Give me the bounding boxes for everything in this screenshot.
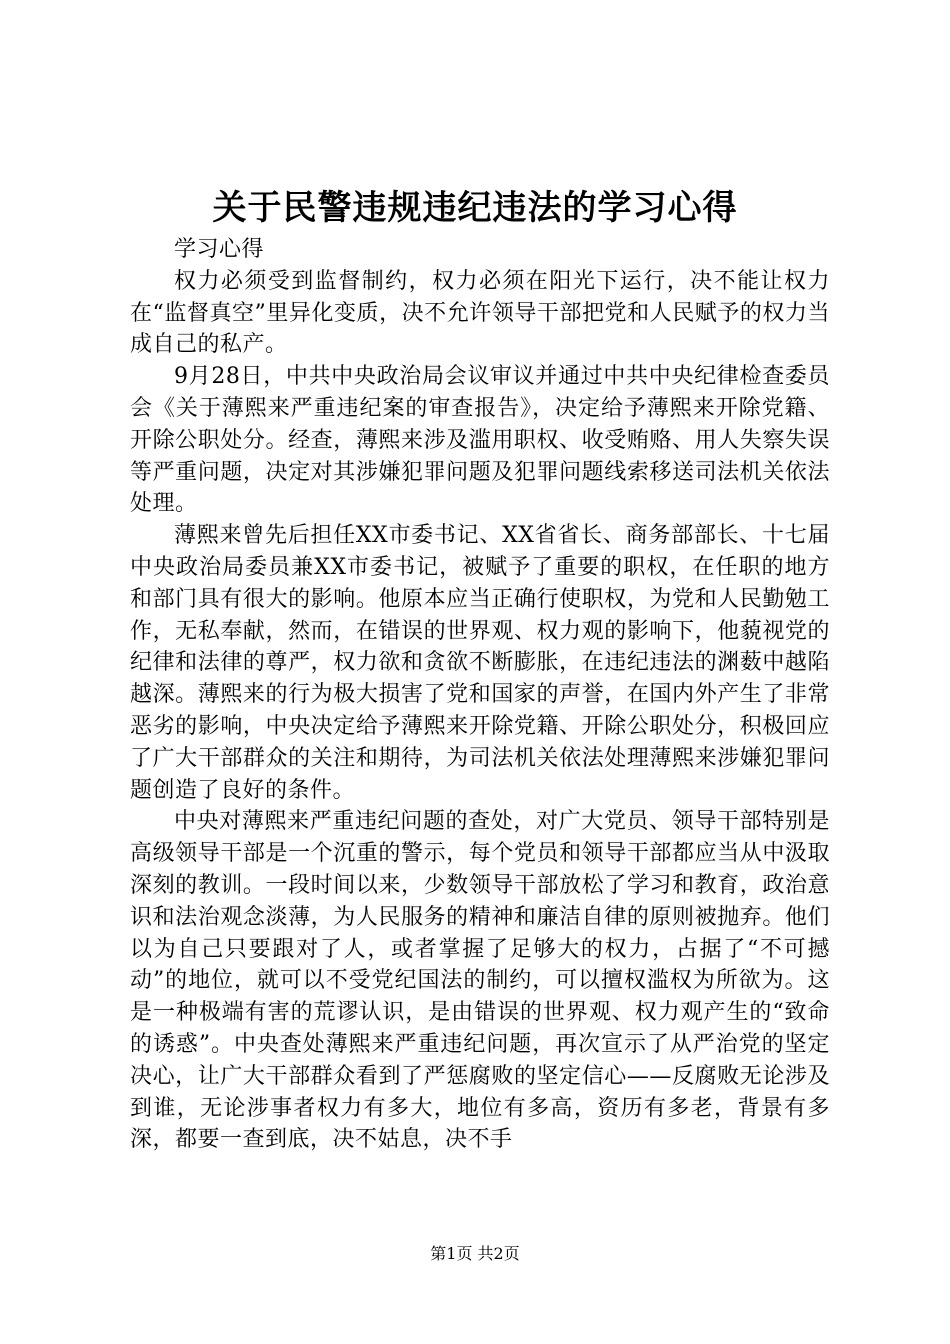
- page-title: 关于民警违规违纪违法的学习心得: [212, 188, 738, 228]
- section-heading: 学习心得: [174, 237, 265, 262]
- paragraph-2: 9月28日，中共中央政治局会议审议并通过中共中央纪律检查委员会《关于薄熙来严重违纪案的审查报告》，决定给予薄熙来开除党籍、开除公职处分。经查，薄熙来涉及滥用职权、收受贿赂、用人失察失误等严重问题，决定对其涉嫌犯罪问题及犯罪问题线索移送司法机关依法处理。: [130, 364, 830, 517]
- page-number: 第1页 共2页: [430, 1244, 520, 1263]
- document-body: [130, 234, 830, 1156]
- paragraph-3: 薄熙来曾先后担任XX市委书记、XX省省长、商务部部长、十七届中央政治局委员兼XX市委书记，被赋予了重要的职权，在任职的地方和部门具有很大的影响。他原本应当正确行使职权，为党和人民勤勉工作，无私奉献，然而，在错误的世界观、权力观的影响下，他藐视党的纪律和法律的尊严，权力欲和贪欲不断膨胀，在违纪违法的渊薮中越陷越深。薄熙来的行为极大损害了党和国家的声誉，在国内外产生了非常恶劣的影响，中央决定给予薄熙来开除党籍、开除公职处分，积极回应了广大干部群众的关注和期待，为司法机关依法处理薄熙来涉嫌犯罪问题创造了良好的条件。: [130, 523, 830, 803]
- paragraph-4: 中央对薄熙来严重违纪问题的查处，对广大党员、领导干部特别是高级领导干部是一个沉重的警示，每个党员和领导干部都应当从中汲取深刻的教训。一段时间以来，少数领导干部放松了学习和教育，政治意识和法治观念淡薄，为人民服务的精神和廉洁自律的原则被抛弃。他们以为自己只要跟对了人，或者掌握了足够大的权力，占据了“不可撼动”的地位，就可以不受党纪国法的制约，可以擅权滥权为所欲为。这是一种极端有害的荒谬认识，是由错误的世界观、权力观产生的“致命的诱惑”。中央查处薄熙来严重违纪问题，再次宣示了从严治党的坚定决心，让广大干部群众看到了严惩腐败的坚定信心——反腐败无论涉及到谁，无论涉事者权力有多大，地位有多高，资历有多老，背景有多深，都要一查到底，决不姑息，决不手: [130, 809, 830, 1153]
- paragraph-1: 权力必须受到监督制约，权力必须在阳光下运行，决不能让权力在“监督真空”里异化变质，决不允许领导干部把党和人民赋予的权力当成自己的私产。: [130, 268, 830, 358]
